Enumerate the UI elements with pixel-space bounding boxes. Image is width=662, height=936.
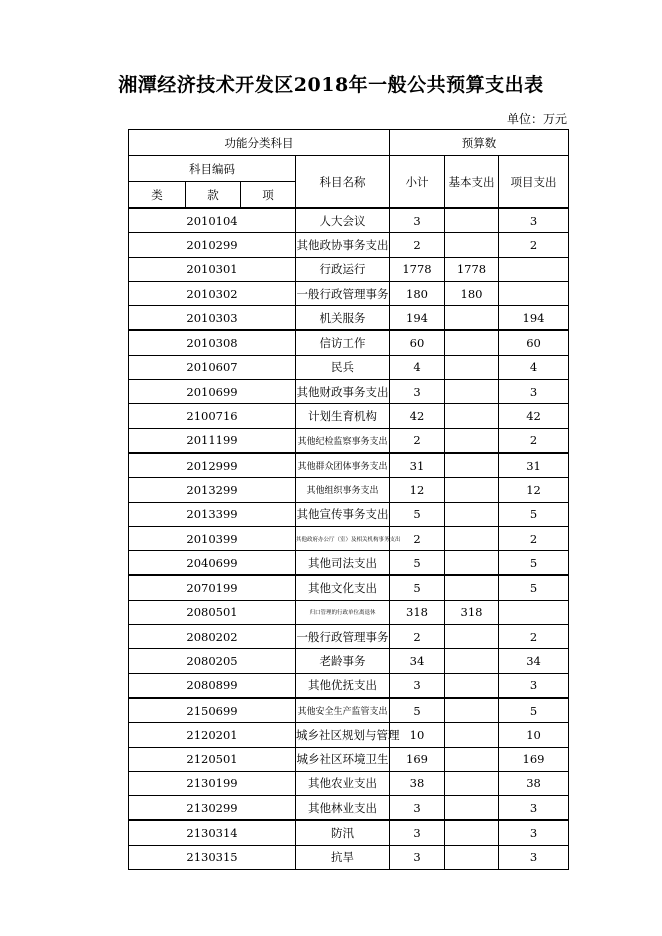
- cell-basic: [445, 820, 499, 845]
- cell-name: 机关服务: [296, 306, 390, 331]
- cell-name: 城乡社区规划与管理: [296, 723, 390, 747]
- cell-basic: [445, 355, 499, 379]
- cell-project: 5: [499, 551, 569, 576]
- cell-project: [499, 600, 569, 624]
- cell-code: 2010104: [129, 208, 296, 233]
- table-row: [129, 233, 569, 257]
- cell-subtotal: 42: [390, 404, 445, 428]
- cell-subtotal: 12: [390, 478, 445, 502]
- cell-project: [499, 257, 569, 281]
- cell-code: 2120201: [129, 723, 296, 747]
- cell-subtotal: 2: [390, 526, 445, 550]
- table-row: [129, 723, 569, 747]
- table-row: [129, 551, 569, 576]
- header-func-category: 功能分类科目: [129, 130, 390, 156]
- cell-code: 2011199: [129, 428, 296, 453]
- table-row: [129, 330, 569, 355]
- cell-basic: [445, 502, 499, 526]
- table-row: [129, 404, 569, 428]
- cell-code: 2040699: [129, 551, 296, 576]
- cell-code: 2013299: [129, 478, 296, 502]
- cell-name: 其他政府办公厅（室）及相关机构事务支出: [296, 526, 390, 550]
- cell-basic: [445, 796, 499, 821]
- cell-basic: [445, 845, 499, 869]
- cell-project: 2: [499, 625, 569, 649]
- table-row: [129, 453, 569, 478]
- cell-subtotal: 2: [390, 233, 445, 257]
- cell-name: 抗旱: [296, 845, 390, 869]
- cell-project: 169: [499, 747, 569, 771]
- unit-label: 单位：万元: [506, 112, 567, 126]
- cell-name: 信访工作: [296, 330, 390, 355]
- table-row: [129, 649, 569, 673]
- cell-basic: [445, 330, 499, 355]
- cell-project: 10: [499, 723, 569, 747]
- cell-basic: [445, 723, 499, 747]
- cell-code: 2130199: [129, 771, 296, 795]
- cell-name: 其他群众团体事务支出: [296, 453, 390, 478]
- header-project: 项目支出: [499, 156, 569, 209]
- cell-name: 其他组织事务支出: [296, 478, 390, 502]
- cell-code: 2013399: [129, 502, 296, 526]
- cell-subtotal: 2: [390, 625, 445, 649]
- cell-basic: [445, 747, 499, 771]
- cell-code: 2010699: [129, 380, 296, 404]
- table-row: [129, 771, 569, 795]
- cell-subtotal: 5: [390, 698, 445, 723]
- cell-code: 2120501: [129, 747, 296, 771]
- budget-table: [128, 129, 569, 870]
- cell-code: 2010399: [129, 526, 296, 550]
- cell-code: 2080501: [129, 600, 296, 624]
- cell-subtotal: 4: [390, 355, 445, 379]
- cell-code: 2010607: [129, 355, 296, 379]
- table-row: [129, 281, 569, 305]
- cell-code: 2080205: [129, 649, 296, 673]
- cell-project: 42: [499, 404, 569, 428]
- header-basic: 基本支出: [445, 156, 499, 209]
- cell-basic: [445, 575, 499, 600]
- cell-basic: [445, 625, 499, 649]
- cell-basic: 180: [445, 281, 499, 305]
- cell-subtotal: 169: [390, 747, 445, 771]
- cell-code: 2012999: [129, 453, 296, 478]
- cell-project: 194: [499, 306, 569, 331]
- header-kuan: 款: [186, 182, 241, 209]
- table-row: [129, 502, 569, 526]
- cell-subtotal: 3: [390, 820, 445, 845]
- cell-project: 3: [499, 820, 569, 845]
- cell-subtotal: 194: [390, 306, 445, 331]
- table-row: [129, 355, 569, 379]
- table-row: [129, 526, 569, 550]
- cell-name: 行政运行: [296, 257, 390, 281]
- cell-code: 2130314: [129, 820, 296, 845]
- cell-subtotal: 10: [390, 723, 445, 747]
- cell-project: 34: [499, 649, 569, 673]
- cell-code: 2010299: [129, 233, 296, 257]
- cell-project: 3: [499, 845, 569, 869]
- cell-basic: [445, 698, 499, 723]
- table-row: [129, 380, 569, 404]
- cell-project: 5: [499, 502, 569, 526]
- cell-subtotal: 1778: [390, 257, 445, 281]
- cell-code: 2130315: [129, 845, 296, 869]
- cell-project: [499, 281, 569, 305]
- cell-name: 其他优抚支出: [296, 673, 390, 698]
- header-code: 科目编码: [129, 156, 296, 182]
- cell-subtotal: 3: [390, 208, 445, 233]
- cell-name: 其他财政事务支出: [296, 380, 390, 404]
- cell-code: 2070199: [129, 575, 296, 600]
- header-name: 科目名称: [296, 156, 390, 209]
- cell-basic: [445, 306, 499, 331]
- cell-name: 其他司法支出: [296, 551, 390, 576]
- cell-name: 老龄事务: [296, 649, 390, 673]
- cell-project: 2: [499, 233, 569, 257]
- cell-subtotal: 5: [390, 551, 445, 576]
- cell-name: 防汛: [296, 820, 390, 845]
- cell-subtotal: 3: [390, 380, 445, 404]
- cell-subtotal: 3: [390, 796, 445, 821]
- cell-subtotal: 31: [390, 453, 445, 478]
- cell-name: 其他农业支出: [296, 771, 390, 795]
- cell-code: 2100716: [129, 404, 296, 428]
- table-row: [129, 257, 569, 281]
- cell-name: 城乡社区环境卫生: [296, 747, 390, 771]
- cell-basic: 1778: [445, 257, 499, 281]
- table-row: [129, 625, 569, 649]
- table-row: [129, 208, 569, 233]
- cell-project: 5: [499, 575, 569, 600]
- cell-basic: [445, 380, 499, 404]
- cell-project: 3: [499, 796, 569, 821]
- header-xiang: 项: [241, 182, 296, 209]
- cell-basic: [445, 233, 499, 257]
- cell-basic: 318: [445, 600, 499, 624]
- cell-name: 一般行政管理事务: [296, 281, 390, 305]
- cell-code: 2010302: [129, 281, 296, 305]
- cell-basic: [445, 551, 499, 576]
- header-lei: 类: [129, 182, 186, 209]
- cell-subtotal: 180: [390, 281, 445, 305]
- cell-name: 其他林业支出: [296, 796, 390, 821]
- cell-subtotal: 38: [390, 771, 445, 795]
- cell-code: 2150699: [129, 698, 296, 723]
- cell-project: 5: [499, 698, 569, 723]
- table-row: [129, 428, 569, 453]
- cell-basic: [445, 649, 499, 673]
- cell-basic: [445, 771, 499, 795]
- cell-project: 12: [499, 478, 569, 502]
- cell-code: 2010308: [129, 330, 296, 355]
- cell-name: 其他政协事务支出: [296, 233, 390, 257]
- header-subtotal: 小计: [390, 156, 445, 209]
- cell-code: 2010301: [129, 257, 296, 281]
- cell-basic: [445, 208, 499, 233]
- cell-basic: [445, 428, 499, 453]
- table-row: [129, 796, 569, 821]
- cell-basic: [445, 404, 499, 428]
- table-row: [129, 478, 569, 502]
- cell-subtotal: 60: [390, 330, 445, 355]
- cell-project: 4: [499, 355, 569, 379]
- cell-project: 3: [499, 673, 569, 698]
- table-row: [129, 575, 569, 600]
- cell-basic: [445, 526, 499, 550]
- table-row: [129, 845, 569, 869]
- table-row: [129, 306, 569, 331]
- cell-subtotal: 318: [390, 600, 445, 624]
- cell-project: 31: [499, 453, 569, 478]
- cell-project: 2: [499, 428, 569, 453]
- cell-project: 2: [499, 526, 569, 550]
- cell-code: 2080202: [129, 625, 296, 649]
- cell-subtotal: 3: [390, 845, 445, 869]
- cell-subtotal: 3: [390, 673, 445, 698]
- cell-project: 3: [499, 208, 569, 233]
- cell-name: 其他文化支出: [296, 575, 390, 600]
- cell-subtotal: 2: [390, 428, 445, 453]
- cell-project: 38: [499, 771, 569, 795]
- table-row: [129, 673, 569, 698]
- cell-code: 2130299: [129, 796, 296, 821]
- cell-name: 其他宣传事务支出: [296, 502, 390, 526]
- cell-name: 人大会议: [296, 208, 390, 233]
- cell-name: 其他安全生产监管支出: [296, 698, 390, 723]
- page-title: 湘潭经济技术开发区2018年一般公共预算支出表: [118, 74, 544, 96]
- table-row: [129, 698, 569, 723]
- cell-subtotal: 34: [390, 649, 445, 673]
- cell-name: 计划生育机构: [296, 404, 390, 428]
- cell-basic: [445, 673, 499, 698]
- cell-code: 2010303: [129, 306, 296, 331]
- cell-basic: [445, 478, 499, 502]
- table-row: [129, 820, 569, 845]
- cell-project: 60: [499, 330, 569, 355]
- cell-subtotal: 5: [390, 575, 445, 600]
- cell-project: 3: [499, 380, 569, 404]
- cell-name: 归口管理的行政单位离退休: [296, 600, 390, 624]
- table-row: [129, 600, 569, 624]
- cell-name: 其他纪检监察事务支出: [296, 428, 390, 453]
- cell-basic: [445, 453, 499, 478]
- cell-code: 2080899: [129, 673, 296, 698]
- cell-name: 民兵: [296, 355, 390, 379]
- cell-name: 一般行政管理事务: [296, 625, 390, 649]
- header-budget: 预算数: [390, 130, 569, 156]
- table-row: [129, 747, 569, 771]
- cell-subtotal: 5: [390, 502, 445, 526]
